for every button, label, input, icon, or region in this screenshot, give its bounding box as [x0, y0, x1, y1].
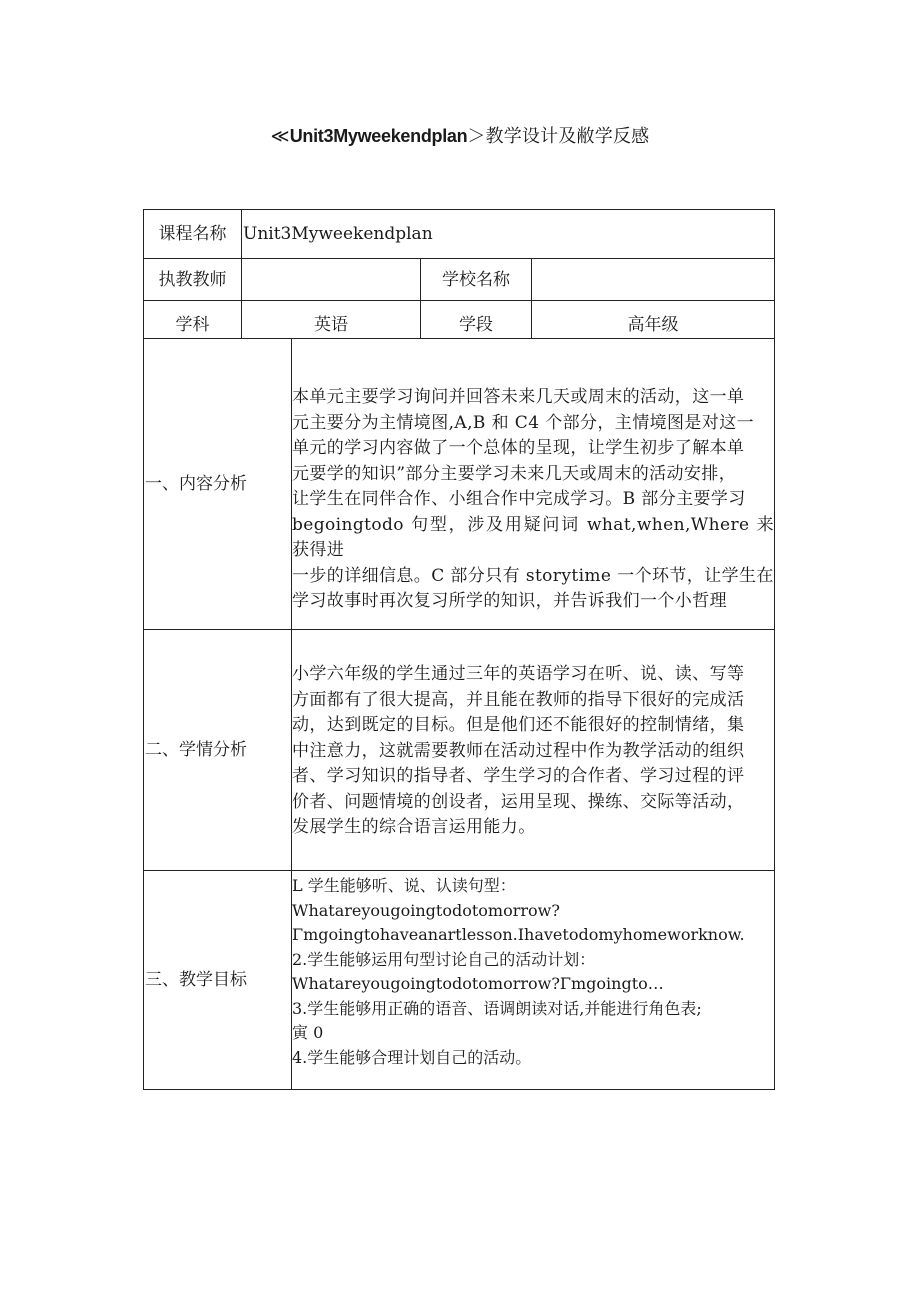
learner-line: 价者、问题情境的创设者，运用呈现、操练、交际等活动，: [292, 791, 745, 812]
learner-analysis-body: [292, 662, 774, 841]
objective-line: 2.学生能够运用句型讨论自己的活动计划：: [292, 949, 596, 969]
learner-analysis-label: 二、学情分析: [145, 740, 247, 760]
learner-line: 方面都有了很大提高，并且能在教师的指导下很好的完成活: [292, 689, 745, 710]
content-analysis-body: [292, 385, 774, 615]
content-line: 一步的详细信息。C 部分只有 storytime 一个环节，让学生在: [292, 565, 774, 586]
course-name-value: [242, 210, 774, 258]
teacher-label: 执教教师: [158, 269, 227, 290]
learner-line: 发展学生的综合语言运用能力。: [292, 817, 536, 837]
page-title: [0, 122, 920, 148]
objectives-body: [292, 874, 774, 1070]
subject-label: 学科: [175, 314, 210, 335]
objective-line: 3.学生能够用正确的语音、语调朗读对话,并能进行角色表;: [292, 998, 702, 1018]
lesson-plan-table: [143, 209, 775, 1090]
learner-line: 动，达到既定的目标。但是他们还不能很好的控制情绪，集: [292, 715, 745, 735]
objective-line: Whatareyougoingtodotomorrow?Γmgoingto…: [292, 974, 664, 993]
course-name-label: 课程名称: [158, 224, 227, 244]
content-line: begoingtodo 句型，涉及用疑问词 what,when,Where 来获得进: [292, 514, 774, 560]
content-line: 学习故事时再次复习所学的知识，并告诉我们一个小哲理: [292, 591, 727, 611]
title-unit: Unit3Myweekendplan: [289, 126, 468, 146]
learner-line: 中注意力，这就需要教师在活动过程中作为教学活动的组织: [292, 740, 745, 761]
objective-line: Γmgoingtohaveanartlesson.Ihavetodomyhomeworknow.: [292, 925, 745, 944]
title-suffix: 教学设计及敝学反感: [485, 126, 650, 147]
learner-line: 小学六年级的学生通过三年的英语学习在听、说、读、写等: [292, 664, 745, 684]
learner-line: 者、学习知识的指导者、学生学习的合作者、学习过程的评: [292, 766, 745, 786]
title-open-bracket: ≪: [270, 126, 290, 147]
school-label: 学校名称: [442, 269, 510, 290]
stage-label: 学段: [459, 314, 493, 335]
stage-value: 高年级: [627, 314, 679, 335]
course-name-text: Unit3Myweekendplan: [243, 224, 433, 244]
content-line: 让学生在同伴合作、小组合作中完成学习。B 部分主要学习: [292, 489, 746, 509]
objective-line: 4.学生能够合理计划自己的活动。: [292, 1047, 532, 1067]
objective-line: L 学生能够听、说、认读句型：: [292, 876, 516, 895]
content-line: 元要学的知识”部分主要学习未来几天或周末的活动安排，: [292, 463, 737, 484]
content-analysis-label: 一、内容分析: [145, 474, 247, 494]
school-value: [532, 259, 774, 300]
content-line: 元主要分为主情境图,A,B 和 C4 个部分，主情境图是对这一: [292, 412, 755, 433]
teacher-value: [242, 259, 420, 300]
title-close-bracket: ＞: [467, 126, 486, 147]
content-line: 本单元主要学习询问并回答未来几天或周末的活动，这一单: [292, 387, 745, 407]
objective-line: Whatareyougoingtodotomorrow?: [292, 900, 560, 920]
objective-line: 寅 0: [292, 1023, 324, 1042]
content-line: 单元的学习内容做了一个总体的呈现，让学生初步了解本单: [292, 438, 745, 458]
row-divider: [144, 300, 774, 301]
subject-value: 英语: [314, 314, 348, 335]
objectives-label: 三、教学目标: [145, 970, 247, 990]
